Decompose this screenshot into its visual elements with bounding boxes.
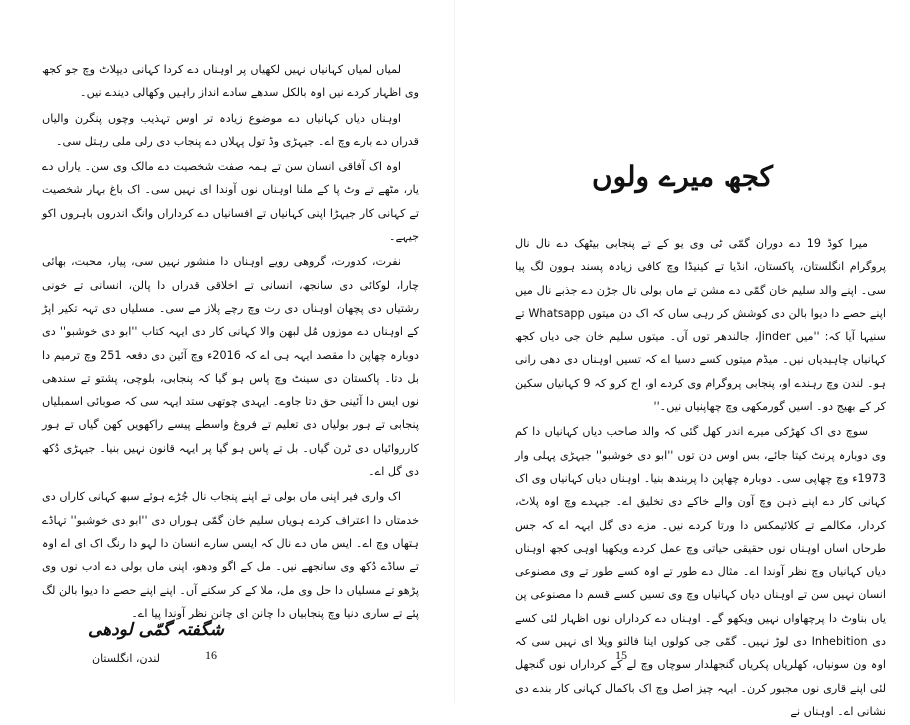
right-page-text: [515, 232, 886, 725]
paragraph: اک واری فیر اپنی ماں بولی تے اپنے پنجاب نال جُڑے ہوئے سبھ کہانی کاراں دی خدمتاں دا اعتراف کردے ہویاں سلیم خان گمّی ہوراں دی ''ابو دی خوشبو'' تہاڈے ہتھاں وچ اے۔ ایس ماں دے نال کہ ایسں سارے انسان دا لہو دا رنگ اک ای اے اوہ تے ساڈے دُکھ وی سانجھے نیں۔ مل کے اگو ودھو، اپنی ماں بولی دے ادب نوں وی پڑھو تے مسلیاں دا حل وی مل، ملا کے کر سکنے آں۔ اپنے اپنے حصے دا دیوا بالن لگ پئے تے ساری دنیا وچ پنجابیاں دا چانن ای چانن نظر آوندا پیا اے۔: [42, 490, 419, 620]
chapter-title: کجھ میرے ولوں: [592, 160, 773, 193]
paragraph: سوچ دی اک کھڑکی میرے اندر کھل گئی کہ والد صاحب دیاں کہانیاں دا کم وی دوبارہ پرنٹ کیتا جائے، بس اوس دن توں ''ابو دی خوشبو'' جیہڑی پہلی وار 1973ء وچ چھاپی سی۔ دوبارہ چھاپن دا پربندھ بنیا۔ اوہناں دیاں کہانیاں وی اک کہانی کار دے اپنے ذہن وچ آون والے خاکے دی تخلیق اے۔ جیہدے وچ اوہ پلاٹ، کردار، مکالمے تے کلائیمکس دا ورتا کردے نیں۔ مزے دی گل ایہہ اے کہ جس طرحاں اساں اوہناں نوں حقیقی حیاتی وچ عمل کردے ویکھیا اوہی کجھ اوہناں دیاں کہانیاں وچ نظر آوندا اے۔ مثال دے طور تے اوہ کسے طور تے وی مصنوعی انسان نہیں سن تے اوہناں دیاں کہانیاں وچ وی تسیں کسے قسم دا مصنوعی پن یاں بناوٹ دا پرچھاواں نہیں ویکھو گے۔ اوہناں دے کرداراں نوں اظہار لئی کسے دی Inhebition دی لوڑ نہیں۔ گمّی جی کولوں اینا فالتو ویلا ای نہیں سی کہ اوہ ون سونیاں، کھلریاں پکریاں گنجھلدار سوچاں وچ لے کے کرداراں نوں گنجھل لئی اپنے قاری نوں مجبور کرن۔ ایہہ چیز اصل وچ اک باکمال کہانی کار بندے دی نشانی اے۔ اوہناں نے: [515, 425, 887, 718]
paragraph: میرا کوڈ 19 دے دوران گمّی ٹی وی یو کے تے پنجابی بیٹھک دے نال نال پروگرام انگلستان، پاکستان، انڈیا تے کینیڈا وچ کافی زیادہ پسند ہوون لگ پیا سی۔ اپنے والد سلیم خان گمّی دے مشن تے ماں بولی نال جڑن دے جذبے نال میں اپنے حصے دا دیوا بالن دی کوشش کر رہی ساں کہ اک دن میتوں Whatsapp تے سنیہا آیا کہ: ''میں Jinder، جالندھر توں آں۔ میتوں سلیم خان جی دیاں کجھ کہانیاں چاہیدیاں نیں۔ میڈم میتوں کسے دسیا اے کہ تسیں اوہناں دی دھی رانی ہو۔ لندن وچ رہندے او، پنجابی پروگرام وی کردے او، اج کرو کہ 9 کہانیاں سکین کر کے بھیج دو۔ اسیں گورمکھی وچ چھاپنیاں نیں۔'': [515, 237, 886, 414]
paragraph: اوہناں دیاں کہانیاں دے موضوع زیادہ تر اوس تہذیب وچوں پنگرن والیاں قدراں دے بارے وچ اے۔ جیہڑی وڈ تول پہلاں دے پنجاب دی رلی ملی رہتل سی۔: [42, 111, 419, 148]
paragraph: اوہ اک آفاقی انسان سن تے ہمہ صفت شخصیت دے مالک وی سن۔ یاراں دے یار، مٹھے تے وٹ پا کے ملنا اوہناں نوں آوندا ای نہیں سی۔ اک باغ بہار شخصیت تے کہانی کار جیہڑا اپنی کہانیاں تے افسانیاں دے کرداراں وانگ اندروں باہروں اکو جیہے۔: [42, 160, 419, 244]
right-page: [455, 0, 910, 718]
page-number: 15: [615, 648, 627, 662]
signature-place: لندن، انگلستان: [92, 652, 160, 665]
page-number: 16: [205, 648, 217, 662]
paragraph: لمیاں لمیاں کہانیاں نہیں لکھیاں پر اوہناں دے کردا کہانی دیپلاٹ وچ جو کجھ وی اظہار کردے نیں اوہ بالکل سدھے سادے انداز راہیں وکھالی دیندے نیں۔: [42, 63, 419, 100]
signature-name: شگفتہ گمّی لودھی: [88, 620, 224, 640]
left-page: [0, 0, 455, 703]
paragraph: نفرت، کدورت، گروھی رویے اوہناں دا منشور نہیں سی، پیار، محبت، بھائی چارا، لوکائی دی سانجھ، انسانی تے اخلاقی قدراں دا پالن، انسانی تے خونی رشتیاں دی پچھان اوہناں دی رت وچ رچے پلاز مے سی۔ مسلیاں دی تہہ تکیر اپڑ کے اوہناں دے موزوں مُل لبھن والا کہانی کار دی ایہہ کتاب ''ابو دی خوشبو'' دی دوبارہ چھاپن دا مقصد ایہہ ہی اے کہ 2016ء وچ آئین دی دفعہ 251 وچ ترمیم دا بل دتا۔ پاکستان دی سینٹ وچ پاس ہو گیا کہ پنجابی، بلوچی، پشتو تے سندھی نوں ایس دا آئینی حق دتا جاوے۔ ایہدی چوتھی ستد ایہہ سی کہ صوبائی اسمبلیاں پنجابی تے ہور بولیاں دی تعلیم تے فروغ واسطے پیسے راکھویں کھن گیاں تے ہور کارروائیاں دی ٹرن گیاں۔ بل تے پاس ہو گیا پر ایہہ قانون نہیں بنیا۔ جیہڑی دُکھ دی گل اے۔: [42, 255, 420, 479]
left-page-text: [42, 58, 419, 627]
